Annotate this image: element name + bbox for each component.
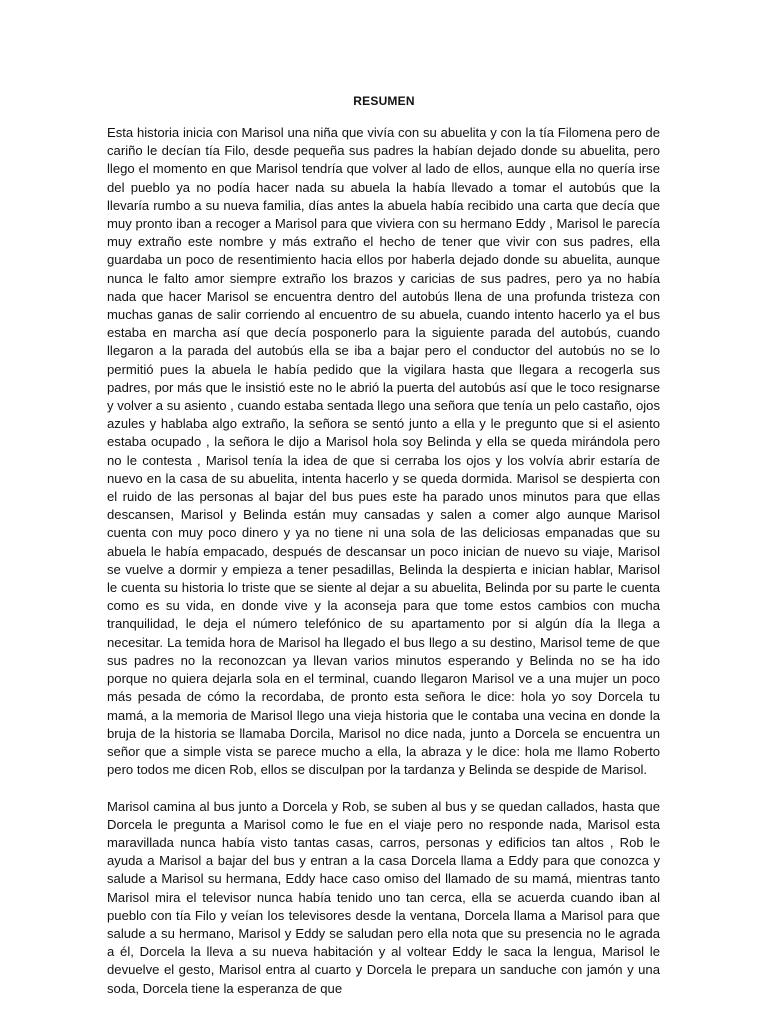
document-body [107,124,660,998]
paragraph-1: Esta historia inicia con Marisol una niña que vivía con su abuelita y con la tía Filomena pero de cariño le decían tía Filo, desde pequeña sus padres la habían dejado donde su abuelita, pero llego el momento en que Marisol tendría que volver al lado de ellos, aunque ella no quería irse del pueblo ya no podía hacer nada su abuela la había llevado a tomar el autobús que la llevaría rumbo a su nueva familia, días antes la abuela había recibido una carta que decía que muy pronto iban a recoger a Marisol para que viviera con su hermano Eddy , Marisol le parecía muy extraño este nombre y más extraño el hecho de tener que vivir con sus padres, ella guardaba un poco de resentimiento hacia ellos por haberla dejado donde su abuelita, aunque nunca le falto amor siempre extraño los brazos y caricias de sus padres, pero ya no había nada que hacer Marisol se encuentra dentro del autobús llena de una profunda tristeza con muchas ganas de salir corriendo al encuentro de su abuela, cuando intento hacerlo ya el bus estaba en marcha así que decía posponerlo para la siguiente parada del autobús, cuando llegaron a la parada del autobús ella se iba a bajar pero el conductor del autobús no se lo permitió pues la abuela le había pedido que la vigilara hasta que llegara a recogerla sus padres, por más que le insistió este no le abrió la puerta del autobús así que le toco resignarse y volver a su asiento , cuando estaba sentada llego una señora que tenía un pelo castaño, ojos azules y hablaba algo extraño, la señora se sentó junto a ella y le pregunto que si el asiento estaba ocupado , la señora le dijo a Marisol hola soy Belinda y ella se queda mirándola pero no le contesta , Marisol tenía la idea de que si cerraba los ojos y los volvía abrir estaría de nuevo en la casa de su abuelita, intenta hacerlo y se queda dormida. Marisol se despierta con el ruido de las personas al bajar del bus pues este ha parado unos minutos para que ellas descansen, Marisol y Belinda están muy cansadas y salen a comer algo aunque Marisol cuenta con muy poco dinero y ya no tiene ni una sola de las deliciosas empanadas que su abuela le había empacado, después de descansar un poco inician de nuevo su viaje, Marisol se vuelve a dormir y empieza a tener pesadillas, Belinda la despierta e inician hablar, Marisol le cuenta su historia lo triste que se siente al dejar a su abuelita, Belinda por su parte le cuenta como es su vida, en donde vive y la aconseja para que tome estos cambios con mucha tranquilidad, le deja el número telefónico de su apartamento por si algún día la llega a necesitar. La temida hora de Marisol ha llegado el bus llego a su destino, Marisol teme de que sus padres no la reconozcan ya llevan varios minutos esperando y Belinda no se ha ido porque no quiera dejarla sola en el terminal, cuando llegaron Marisol ve a una mujer un poco más pesada de cómo la recordaba, de pronto esta señora le dice: hola yo soy Dorcela tu mamá, a la memoria de Marisol llego una vieja historia que le contaba una vecina en donde la bruja de la historia se llamaba Dorcila, Marisol no dice nada, junto a Dorcela se encuentra un señor que a simple vista se parece mucho a ella, la abraza y le dice: hola me llamo Roberto pero todos me dicen Rob, ellos se disculpan por la tardanza y Belinda se despide de Marisol. [107,125,660,778]
document-title: RESUMEN [353,94,415,108]
paragraph-2: Marisol camina al bus junto a Dorcela y Rob, se suben al bus y se quedan callados, hasta que Dorcela le pregunta a Marisol como le fue en el viaje pero no responde nada, Marisol esta maravillada nunca había visto tantas casas, carros, personas y edificios tan altos , Rob le ayuda a Marisol a bajar del bus y entran a la casa Dorcela llama a Eddy para que conozca y salude a Marisol su hermana, Eddy hace caso omiso del llamado de su mamá, mientras tanto Marisol mira el televisor nunca había tenido uno tan cerca, ella se acuerda cuando iban al pueblo con tía Filo y veían los televisores desde la ventana, Dorcela llama a Marisol para que salude a su hermano, Marisol y Eddy se saludan pero ella nota que su presencia no le agrada a él, Dorcela la lleva a su nueva habitación y al voltear Eddy le saca la lengua, Marisol le devuelve el gesto, Marisol entra al cuarto y Dorcela le prepara un sanduche con jamón y una soda, Dorcela tiene la esperanza de que [107,798,660,996]
